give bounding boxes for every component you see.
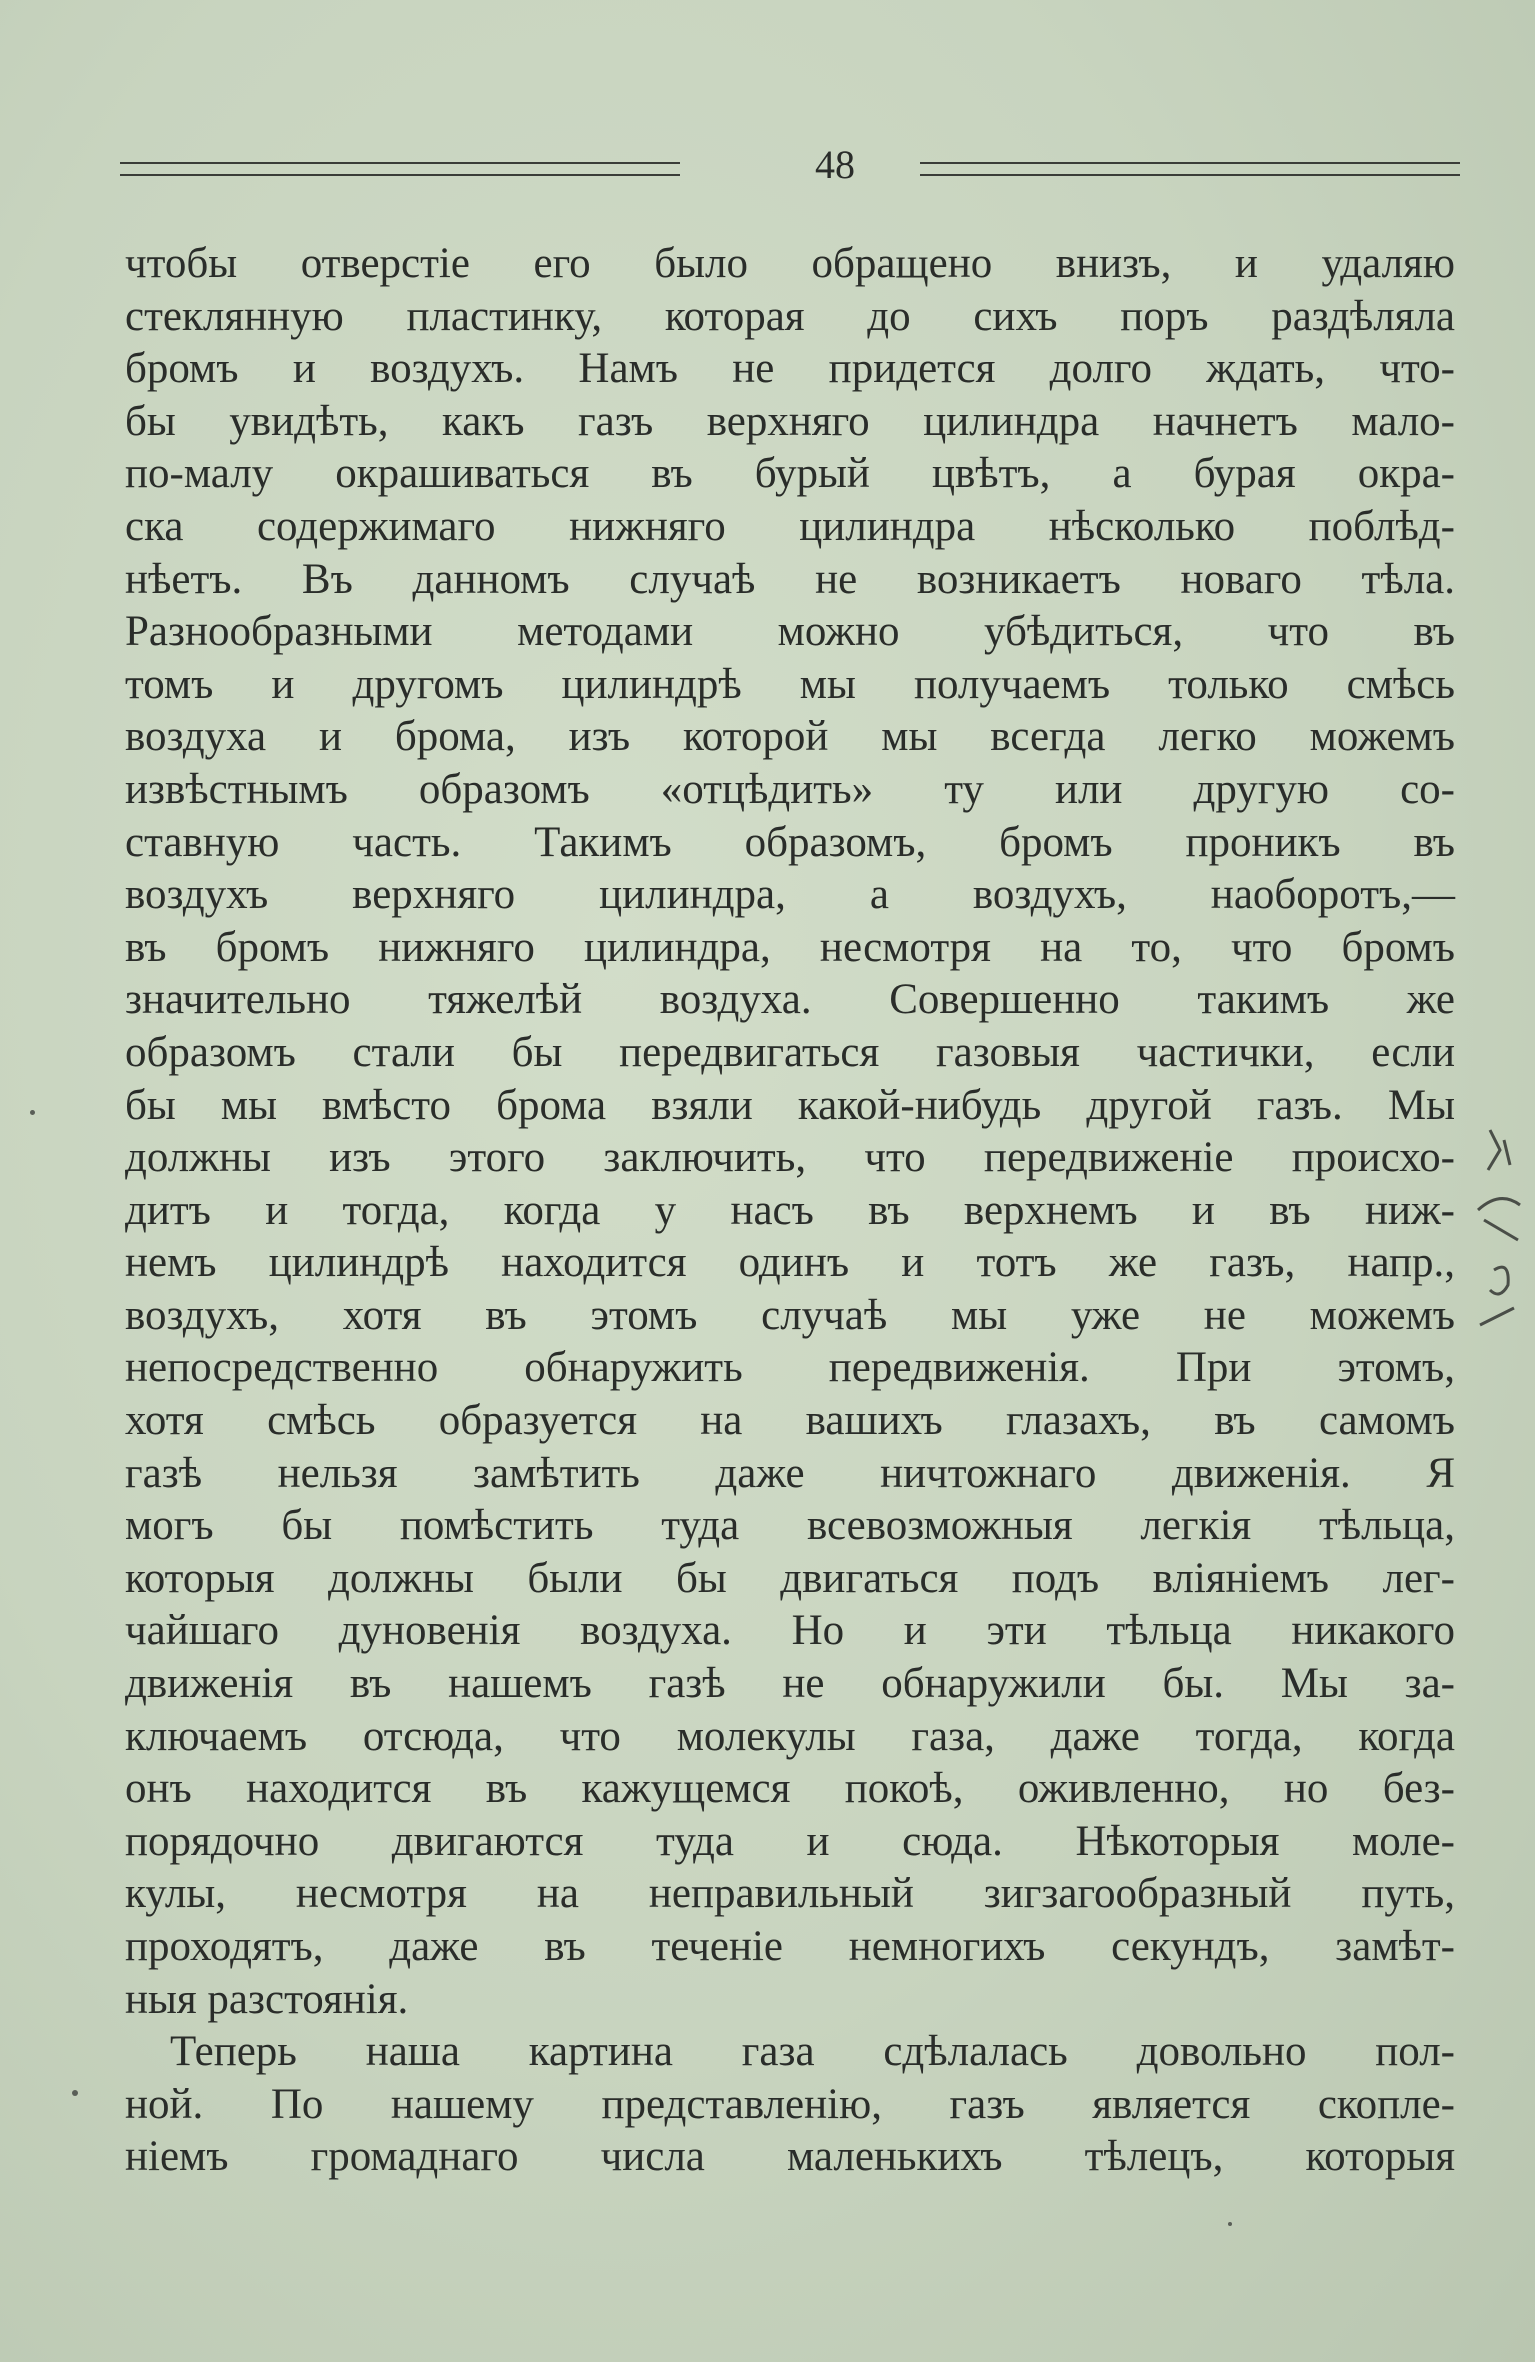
text-line: порядочно двигаются туда и сюда. Нѣкоторыя моле- (125, 1817, 1455, 1865)
text-line: чтобы отверстіе его было обращено внизъ, и удаляю (125, 240, 1455, 287)
text-line: онъ находится въ кажущемся покоѣ, оживленно, но без- (125, 1765, 1455, 1813)
text-line: чайшаго дуновенія воздуха. Но и эти тѣльца никакого (125, 1607, 1455, 1655)
speck (72, 2090, 78, 2096)
text-line: ска содержимаго нижняго цилиндра нѣсколько поблѣд- (125, 502, 1455, 550)
text-line: бромъ и воздухъ. Намъ не придется долго ждать, что- (125, 345, 1455, 393)
text-line: могъ бы помѣстить туда всевозможныя легкія тѣльца, (125, 1502, 1455, 1550)
text-line: извѣстнымъ образомъ «отцѣдить» ту или другую со- (125, 765, 1455, 813)
header-rule-left (120, 162, 680, 176)
text-line: ставную часть. Такимъ образомъ, бромъ проникъ въ (125, 818, 1455, 866)
handwritten-margin-note (1470, 1110, 1530, 1340)
text-line: бы увидѣть, какъ газъ верхняго цилиндра начнетъ мало- (125, 397, 1455, 445)
page-header (120, 140, 1460, 190)
text-line: дитъ и тогда, когда у насъ въ верхнемъ и въ ниж- (125, 1186, 1455, 1234)
text-line: стеклянную пластинку, которая до сихъ поръ раздѣляла (125, 292, 1455, 340)
text-line: образомъ стали бы передвигаться газовыя частички, если (125, 1028, 1455, 1076)
body-text (125, 238, 1455, 2184)
text-line: воздуха и брома, изъ которой мы всегда легко можемъ (125, 713, 1455, 761)
text-line: движенія въ нашемъ газѣ не обнаружили бы. Мы за- (125, 1660, 1455, 1708)
text-line: непосредственно обнаружить передвиженія. При этомъ, (125, 1344, 1455, 1392)
text-line: Теперь наша картина газа сдѣлалась довольно пол- (170, 2028, 1455, 2076)
header-rule-right (920, 162, 1460, 176)
text-line: должны изъ этого заключить, что передвиженіе происхо- (125, 1134, 1455, 1182)
paragraph (125, 2026, 1455, 2184)
text-line: томъ и другомъ цилиндрѣ мы получаемъ только смѣсь (125, 660, 1455, 708)
text-line: воздухъ верхняго цилиндра, а воздухъ, наоборотъ,— (125, 871, 1455, 919)
text-line: значительно тяжелѣй воздуха. Совершенно такимъ же (125, 976, 1455, 1024)
text-line: ной. По нашему представленію, газъ является скопле- (125, 2080, 1455, 2128)
text-line: хотя смѣсь образуется на вашихъ глазахъ, въ самомъ (125, 1397, 1455, 1445)
text-line: въ бромъ нижняго цилиндра, несмотря на то, что бромъ (125, 923, 1455, 971)
text-line: ключаемъ отсюда, что молекулы газа, даже тогда, когда (125, 1712, 1455, 1760)
text-line: воздухъ, хотя въ этомъ случаѣ мы уже не можемъ (125, 1291, 1455, 1339)
text-line: нѣетъ. Въ данномъ случаѣ не возникаетъ новаго тѣла. (125, 555, 1455, 603)
speck (1228, 2222, 1232, 2226)
speck (30, 1110, 35, 1115)
paragraph (125, 238, 1455, 2026)
text-line: газѣ нельзя замѣтить даже ничтожнаго движенія. Я (125, 1449, 1455, 1497)
text-line: немъ цилиндрѣ находится одинъ и тотъ же газъ, напр., (125, 1239, 1455, 1287)
text-line: кулы, несмотря на неправильный зигзагообразный путь, (125, 1870, 1455, 1918)
text-line: по-малу окрашиваться въ бурый цвѣтъ, а бурая окра- (125, 450, 1455, 498)
text-line: которыя должны были бы двигаться подъ вліяніемъ лег- (125, 1554, 1455, 1602)
text-line: ніемъ громаднаго числа маленькихъ тѣлецъ, которыя (125, 2133, 1455, 2181)
page-number: 48 (815, 142, 855, 187)
text-line: Разнообразными методами можно убѣдиться, что въ (125, 608, 1455, 656)
text-line: бы мы вмѣсто брома взяли какой-нибудь другой газъ. Мы (125, 1081, 1455, 1129)
text-line: ныя разстоянія. (125, 1975, 409, 2023)
text-line: проходятъ, даже въ теченіе немногихъ секундъ, замѣт- (125, 1923, 1455, 1970)
